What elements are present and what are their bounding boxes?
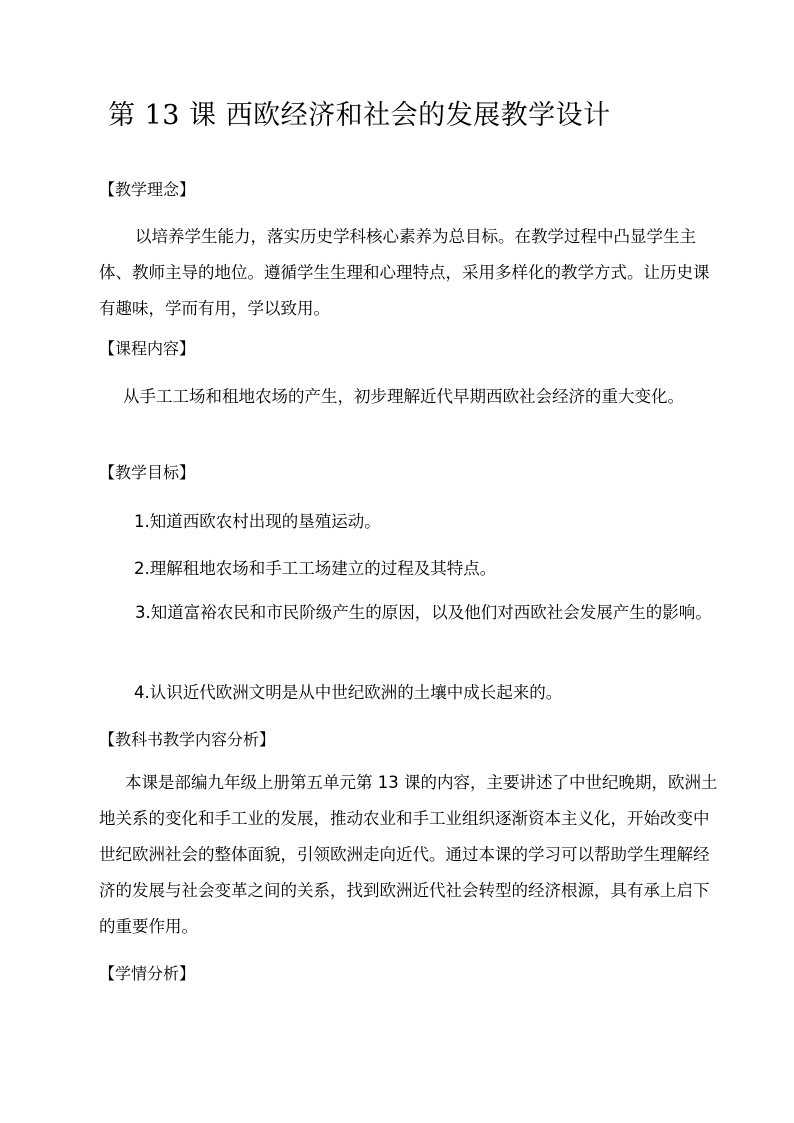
heading-textbook-analysis: 【教科书教学内容分析】 [99, 730, 276, 749]
heading-learner-analysis: 【学情分析】 [99, 964, 196, 983]
objective-item: 1.知道西欧农村出现的垦殖运动。 [134, 512, 381, 531]
heading-teaching-philosophy: 【教学理念】 [99, 180, 196, 199]
heading-course-content: 【课程内容】 [99, 339, 196, 358]
paragraph-course-content: 从手工工场和租地农场的产生，初步理解近代早期西欧社会经济的重大变化。 [123, 387, 684, 406]
heading-teaching-objectives: 【教学目标】 [99, 463, 196, 482]
document-title: 第 13 课 西欧经济和社会的发展教学设计 [108, 100, 611, 131]
objective-item: 2.理解租地农场和手工工场建立的过程及其特点。 [134, 559, 497, 578]
paragraph-textbook-analysis: 本课是部编九年级上册第五单元第 13 课的内容，主要讲述了中世纪晚期，欧洲土地关系的变化和手工业的发展，推动农业和手工业组织逐渐资本主义化，开始改变中世纪欧洲社会的整体面貌，引领欧洲走向近代。通过本课的学习可以帮助学生理解经济的发展与社会变革之间的关系，找到欧洲近代社会转型的经济根源，具有承上启下的重要作用。 [99, 773, 718, 936]
paragraph-teaching-philosophy: 以培养学生能力，落实历史学科核心素养为总目标。在教学过程中凸显学生主体、教师主导的地位。遵循学生生理和心理特点，采用多样化的教学方式。让历史课有趣味，学而有用，学以致用。 [99, 227, 710, 318]
objective-item: 3.知道富裕农民和市民阶级产生的原因，以及他们对西欧社会发展产生的影响。 [135, 603, 712, 622]
objective-item: 4.认识近代欧洲文明是从中世纪欧洲的土壤中成长起来的。 [134, 683, 563, 702]
